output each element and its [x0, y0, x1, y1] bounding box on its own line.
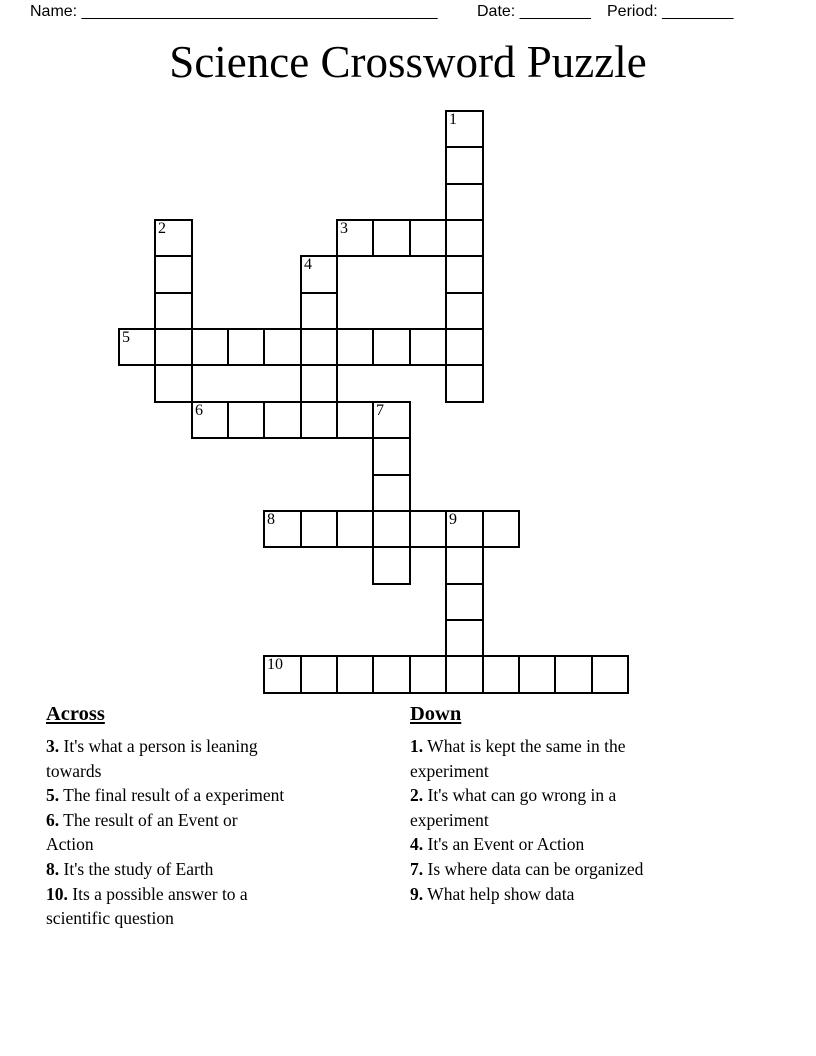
crossword-cell[interactable]: [300, 328, 338, 366]
cell-number: 3: [340, 220, 348, 237]
crossword-cell[interactable]: [154, 328, 193, 366]
clue-item: 6. The result of an Event or Action: [46, 809, 238, 855]
clue-number: 2.: [410, 785, 424, 806]
clue-number: 8.: [46, 858, 60, 879]
crossword-cell[interactable]: [372, 437, 411, 476]
crossword-cell[interactable]: [409, 219, 447, 257]
crossword-cell[interactable]: [300, 510, 338, 548]
down-heading: Down: [410, 703, 462, 725]
clue-item: 7. Is where data can be organized: [410, 858, 644, 879]
crossword-cell[interactable]: [372, 546, 411, 585]
crossword-cell[interactable]: [336, 510, 374, 548]
crossword-cell[interactable]: [445, 328, 484, 366]
clue-item: 10. Its a possible answer to a scientific question: [46, 883, 248, 929]
crossword-cell[interactable]: [300, 401, 338, 439]
clue-item: 9. What help show data: [410, 883, 575, 904]
name-label: Name:: [30, 3, 78, 20]
clue-number: 5.: [46, 785, 60, 806]
cell-number: 9: [449, 511, 457, 528]
crossword-cell[interactable]: [445, 292, 484, 330]
down-clues-column: [410, 701, 760, 906]
clue-number: 10.: [46, 883, 68, 904]
crossword-cell[interactable]: [591, 655, 629, 694]
crossword-cell[interactable]: [445, 364, 484, 403]
across-clues-column: [46, 701, 406, 931]
crossword-cell[interactable]: [263, 655, 302, 694]
cell-number: 7: [376, 402, 384, 419]
crossword-cell[interactable]: [154, 219, 193, 257]
cell-number: 1: [449, 111, 457, 128]
crossword-cell[interactable]: [445, 110, 484, 148]
crossword-cell[interactable]: [336, 401, 374, 439]
cell-number: 2: [158, 220, 166, 237]
crossword-cell[interactable]: [300, 364, 338, 403]
crossword-cell[interactable]: [227, 328, 265, 366]
crossword-cell[interactable]: [263, 510, 302, 548]
cell-number: 4: [304, 256, 312, 273]
date-blank-line: ________: [519, 3, 591, 20]
crossword-cell[interactable]: [300, 255, 338, 294]
across-clue-list: [46, 734, 406, 931]
cell-number: 10: [267, 656, 283, 673]
crossword-cell[interactable]: [300, 655, 338, 694]
crossword-cell[interactable]: [336, 655, 374, 694]
crossword-cell[interactable]: [118, 328, 156, 366]
clue-item: 2. It's what can go wrong in a experiment: [410, 785, 617, 830]
crossword-cell[interactable]: [372, 401, 411, 439]
clue-item: 1. What is kept the same in the experiment: [410, 736, 626, 781]
clue-number: 6.: [46, 809, 60, 830]
crossword-cell[interactable]: [191, 401, 229, 439]
clue-item: 8. It's the study of Earth: [46, 858, 214, 879]
crossword-cell[interactable]: [409, 328, 447, 366]
crossword-cell[interactable]: [445, 583, 484, 621]
crossword-cell[interactable]: [263, 328, 302, 366]
crossword-cell[interactable]: [445, 183, 484, 221]
crossword-cell[interactable]: [445, 146, 484, 185]
crossword-cell[interactable]: [554, 655, 593, 694]
crossword-cell[interactable]: [445, 255, 484, 294]
period-blank-line: ________: [662, 3, 734, 20]
name-blank-line: ________________________________________: [81, 3, 438, 20]
crossword-cell[interactable]: [482, 655, 520, 694]
clue-item: 3. It's what a person is leaning towards: [46, 736, 258, 781]
crossword-cell[interactable]: [372, 328, 411, 366]
crossword-cell[interactable]: [191, 328, 229, 366]
crossword-cell[interactable]: [518, 655, 556, 694]
clue-item: 5. The final result of a experiment: [46, 785, 285, 806]
crossword-cell[interactable]: [154, 292, 193, 330]
crossword-cell[interactable]: [372, 655, 411, 694]
crossword-cell[interactable]: [336, 328, 374, 366]
clue-number: 1.: [410, 736, 424, 756]
crossword-cell[interactable]: [409, 510, 447, 548]
crossword-cell[interactable]: [372, 219, 411, 257]
crossword-cell[interactable]: [154, 255, 193, 294]
clue-number: 4.: [410, 834, 424, 855]
cell-number: 8: [267, 511, 275, 528]
cell-number: 5: [122, 329, 130, 346]
across-heading: Across: [46, 703, 105, 725]
crossword-cell[interactable]: [482, 510, 520, 548]
crossword-cell[interactable]: [372, 510, 411, 548]
down-clue-list: [410, 734, 760, 906]
period-label: Period:: [607, 3, 658, 20]
crossword-cell[interactable]: [263, 401, 302, 439]
clue-number: 7.: [410, 858, 424, 879]
crossword-cell[interactable]: [445, 510, 484, 548]
cell-number: 6: [195, 402, 203, 419]
crossword-cell[interactable]: [227, 401, 265, 439]
crossword-cell[interactable]: [409, 655, 447, 694]
crossword-cell[interactable]: [372, 474, 411, 512]
crossword-cell[interactable]: [445, 655, 484, 694]
crossword-cell[interactable]: [336, 219, 374, 257]
crossword-cell[interactable]: [445, 546, 484, 585]
clue-item: 4. It's an Event or Action: [410, 834, 585, 855]
date-label: Date:: [477, 3, 516, 20]
page-title: Science Crossword Puzzle: [169, 37, 647, 87]
crossword-cell[interactable]: [445, 219, 484, 257]
clue-number: 9.: [410, 883, 424, 904]
crossword-cell[interactable]: [300, 292, 338, 330]
clue-number: 3.: [46, 736, 60, 756]
crossword-cell[interactable]: [154, 364, 193, 403]
crossword-cell[interactable]: [445, 619, 484, 657]
